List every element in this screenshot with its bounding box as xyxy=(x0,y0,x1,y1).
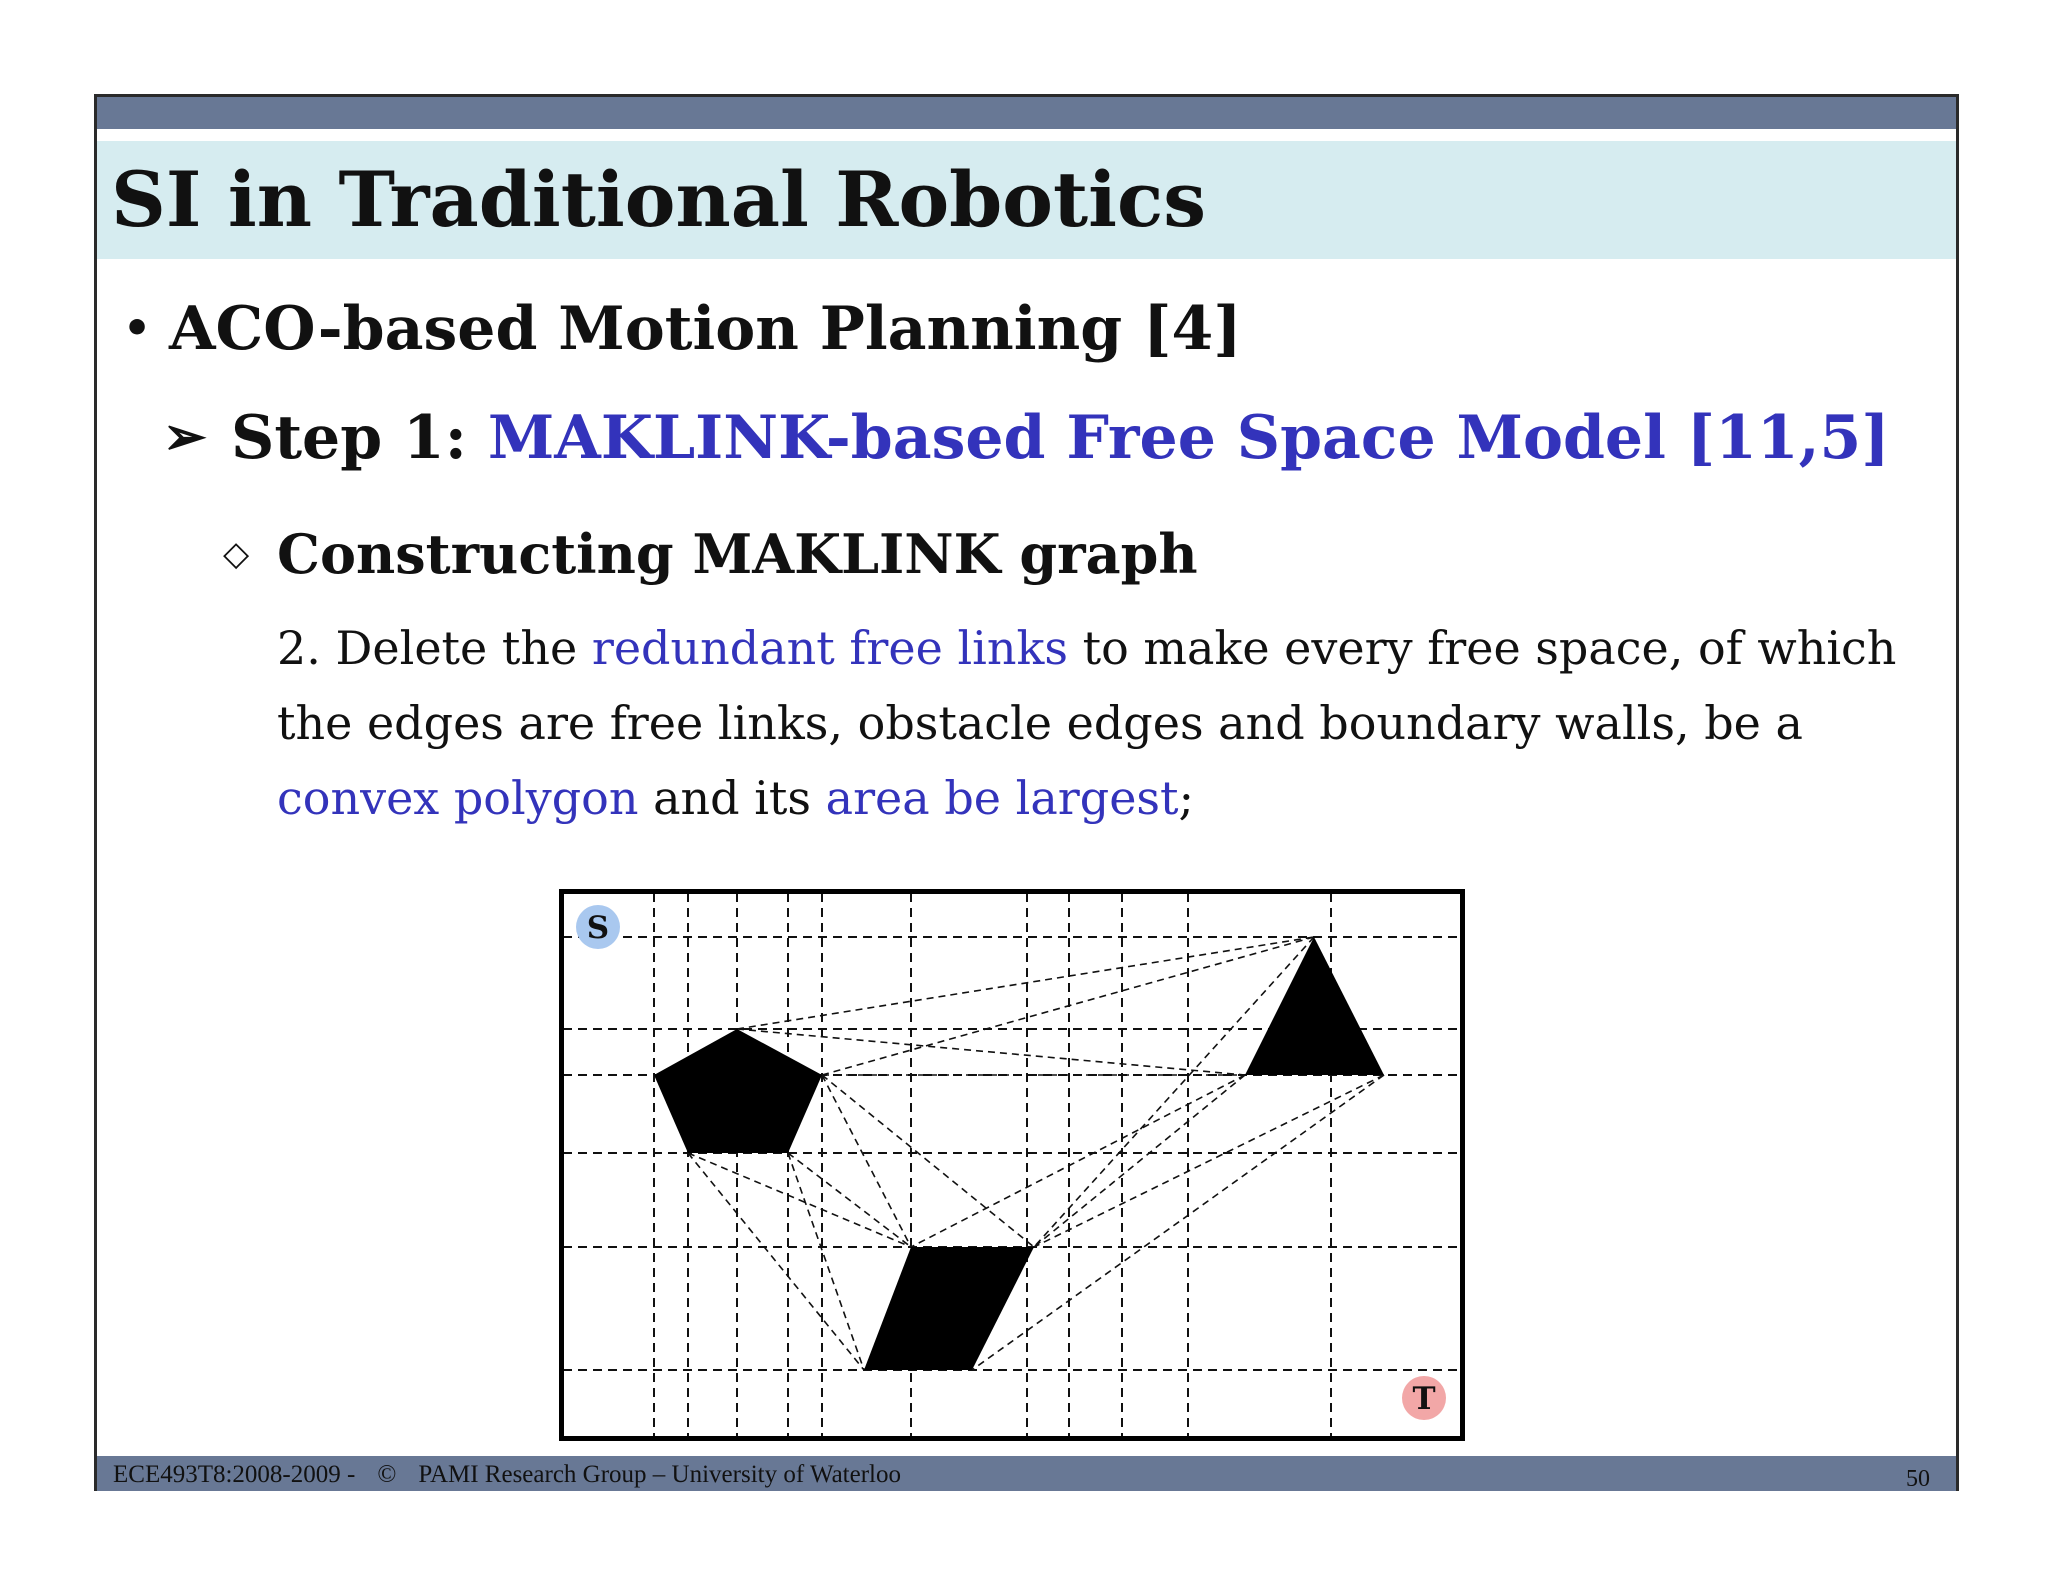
free-link xyxy=(737,937,1314,1029)
target-label: T xyxy=(1412,1381,1436,1417)
highlight-area-be-largest: area be largest xyxy=(825,771,1179,825)
bullet-level-2-prefix: Step 1: xyxy=(231,403,488,473)
bullet-level-2-highlight: MAKLINK-based Free Space Model [11,5] xyxy=(487,403,1890,473)
step-description xyxy=(277,611,1937,836)
free-link xyxy=(1034,1075,1245,1247)
free-link xyxy=(822,1075,911,1247)
free-link xyxy=(688,1153,864,1370)
free-link xyxy=(788,1153,864,1370)
free-link xyxy=(688,1153,911,1247)
parallelogram-obstacle xyxy=(864,1247,1034,1370)
footer-course: ECE493T8:2008-2009 - xyxy=(113,1461,356,1488)
slide-frame xyxy=(94,94,1959,1491)
bullet-level-3 xyxy=(223,517,1198,591)
maklink-graph-diagram xyxy=(559,889,1465,1441)
free-link xyxy=(788,1153,911,1247)
diamond-bullet-icon: ◇ xyxy=(223,534,250,574)
bullet-level-3-text: Constructing MAKLINK graph xyxy=(277,522,1198,586)
footer-credits xyxy=(113,1459,901,1491)
arrow-bullet-icon: ➢ xyxy=(163,406,207,467)
triangle-obstacle xyxy=(1245,937,1384,1075)
free-link xyxy=(911,1075,1245,1247)
footer-group: PAMI Research Group – University of Waterloo xyxy=(418,1461,901,1488)
description-part-2: to make every free space, of which the edges are free links, obstacle edges and boundary walls, be a xyxy=(277,621,1897,750)
highlight-convex-polygon: convex polygon xyxy=(277,771,639,825)
bullet-level-2 xyxy=(163,397,1890,478)
pentagon-obstacle xyxy=(654,1029,822,1153)
free-link xyxy=(737,1029,1245,1075)
header-bar xyxy=(97,97,1956,129)
free-link xyxy=(822,1075,1034,1247)
highlight-redundant-free-links: redundant free links xyxy=(591,621,1068,675)
free-link xyxy=(1034,1075,1384,1247)
description-part-4: ; xyxy=(1178,771,1195,825)
free-link xyxy=(972,1075,1384,1370)
bullet-level-1-text: ACO-based Motion Planning [4] xyxy=(169,294,1242,364)
bullet-dot-icon: • xyxy=(123,303,152,354)
slide-title: SI in Traditional Robotics xyxy=(111,155,1207,244)
description-part-3: and its xyxy=(638,771,826,825)
description-part-1: 2. Delete the xyxy=(277,621,592,675)
page-number: 50 xyxy=(1906,1466,1930,1492)
footer-copyright: © xyxy=(377,1461,397,1488)
bullet-level-1 xyxy=(123,289,1242,369)
free-link xyxy=(1034,937,1314,1247)
start-label: S xyxy=(586,910,610,946)
